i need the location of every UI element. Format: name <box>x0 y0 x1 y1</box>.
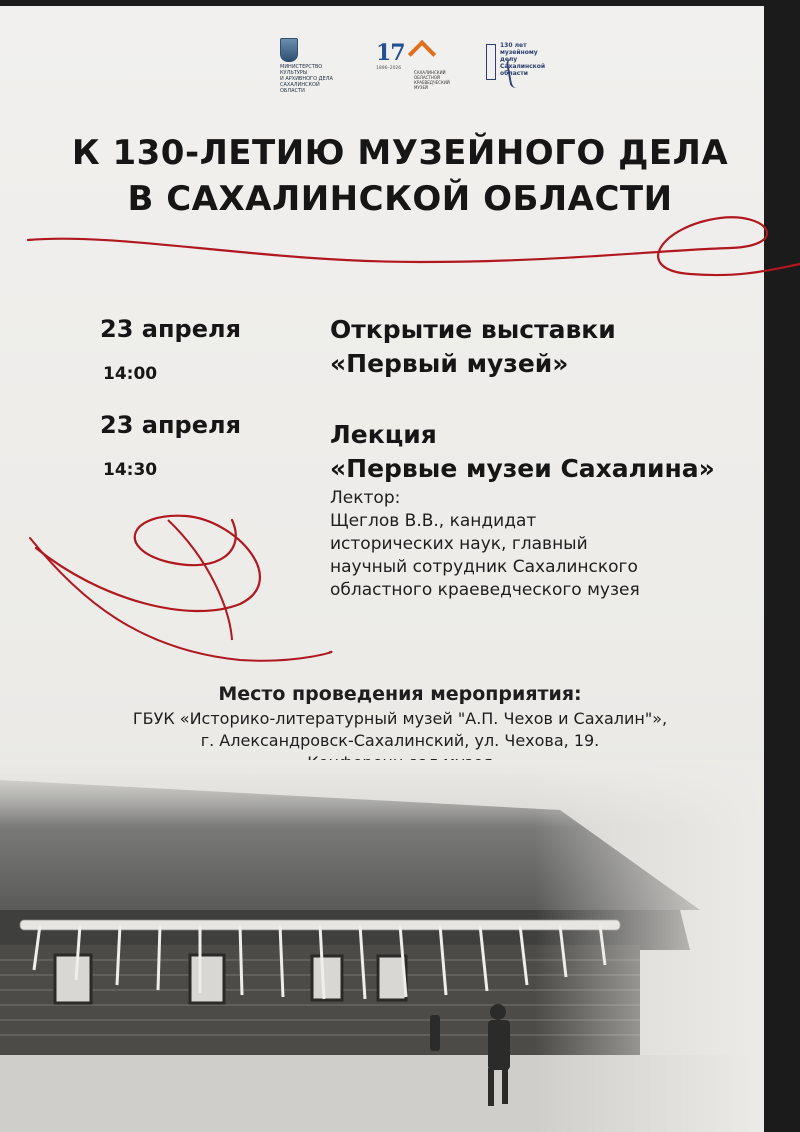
event-2-time: 14:30 <box>103 460 158 480</box>
venue-line: г. Александровск-Сахалинский, ул. Чехова, 19. <box>200 731 600 750</box>
event-1-date: 23 апреля <box>100 315 241 343</box>
lecturer-line: исторических наук, главный <box>330 534 588 554</box>
historic-museum-photo <box>0 760 764 1132</box>
event-2-title: Лекция «Первые музеи Сахалина» <box>330 420 715 483</box>
venue-heading: Место проведения мероприятия: <box>218 683 582 705</box>
poster-title <box>40 130 760 222</box>
museum-logo: 17 1896–2026 САХАЛИНСКИЙ ОБЛАСТНОЙ КРАЕВЕДЧЕСКИЙ МУЗЕЙ <box>376 40 450 90</box>
coat-of-arms-icon <box>280 38 298 62</box>
event-1-title: Открытие выставки «Первый музей» <box>330 315 616 378</box>
column-icon <box>486 44 496 80</box>
lecturer-label: Лектор: <box>330 488 401 508</box>
lecturer-line: областного краеведческого музея <box>330 580 640 600</box>
event-2-date: 23 апреля <box>100 411 241 439</box>
event-1-time: 14:00 <box>103 364 158 384</box>
title-line-1: К 130-ЛЕТИЮ МУЗЕЙНОГО ДЕЛА <box>71 133 729 173</box>
roof-icon <box>408 40 436 68</box>
title-line-2: В САХАЛИНСКОЙ ОБЛАСТИ <box>127 179 673 219</box>
partner-logos <box>280 38 546 98</box>
anniversary-logo: 130 лет музейному делу Сахалинской области <box>476 38 536 94</box>
ministry-logo: МИНИСТЕРСТВО КУЛЬТУРЫ И АРХИВНОГО ДЕЛА САХАЛИНСКОЙ ОБЛАСТИ <box>280 38 350 94</box>
frame-border-top <box>0 0 800 6</box>
frame-border-right <box>764 0 800 1132</box>
lecturer-line: Щеглов В.В., кандидат <box>330 511 537 531</box>
lecturer-info <box>330 487 640 602</box>
venue-line: ГБУК «Историко-литературный музей "А.П. Чехов и Сахалин"», <box>132 709 668 728</box>
lecturer-line: научный сотрудник Сахалинского <box>330 557 638 577</box>
